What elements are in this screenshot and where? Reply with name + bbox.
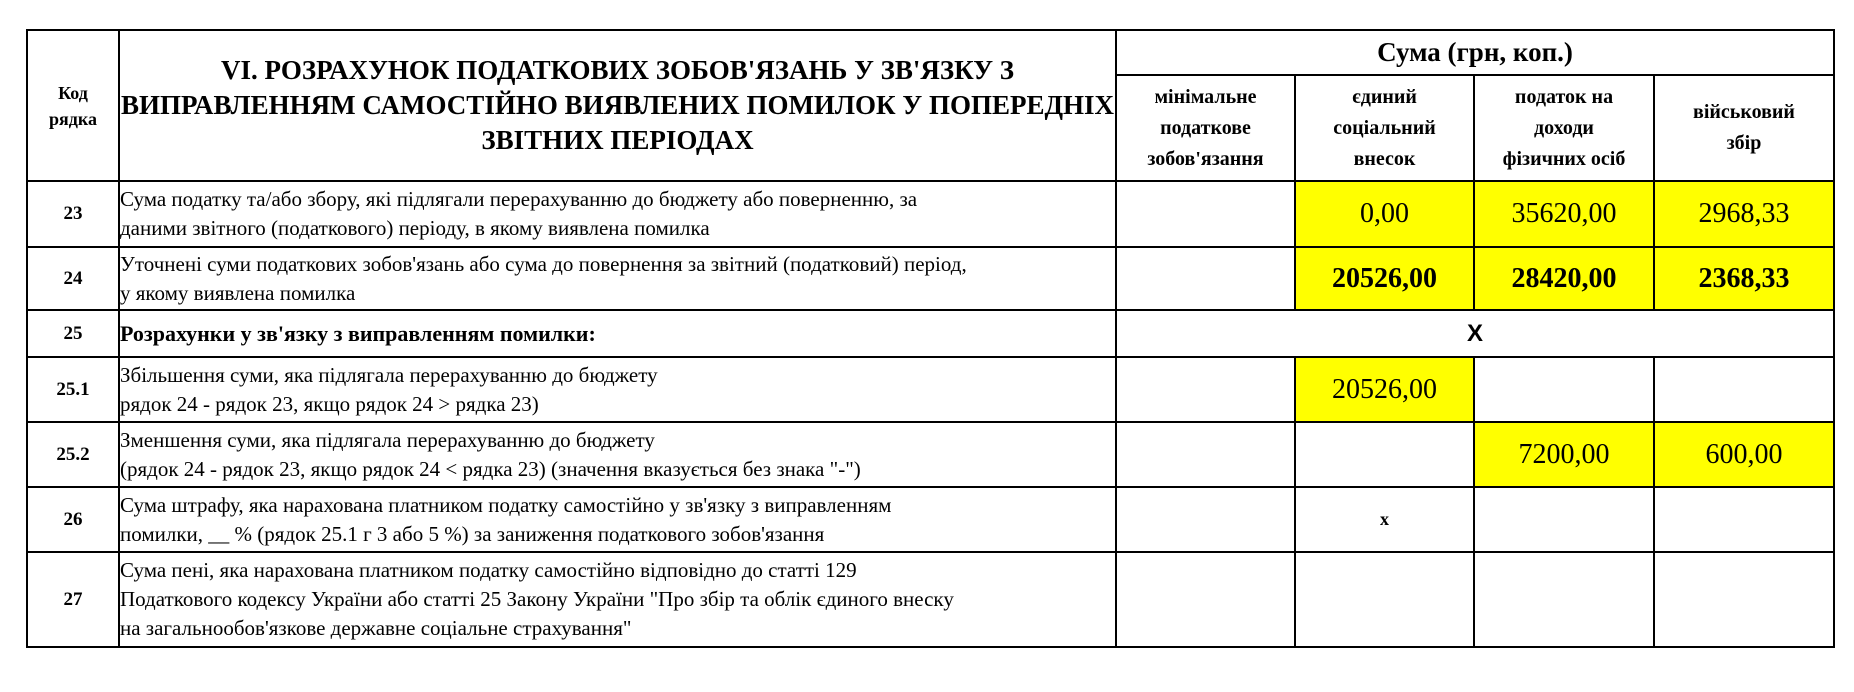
row-description: Розрахунки у зв'язку з виправленням помилки: (119, 310, 1116, 357)
column-header-min-tax (1116, 75, 1295, 181)
header-line: доходи (1534, 116, 1594, 139)
section-title: VI. РОЗРАХУНОК ПОДАТКОВИХ ЗОБОВ'ЯЗАНЬ У ЗВ'ЯЗКУ З ВИПРАВЛЕННЯМ САМОСТІЙНО ВИЯВЛЕНИХ ПОМИЛОК У ПОПЕРЕДНІХ ЗВІТНИХ ПЕРІОДАХ (119, 30, 1116, 181)
cell-min-tax[interactable] (1116, 357, 1295, 422)
cell-esv[interactable] (1295, 422, 1474, 487)
desc-line: Сума податку та/або збору, які підлягали перерахуванню до бюджету або поверненню, за (120, 187, 918, 211)
cell-esv[interactable] (1295, 552, 1474, 647)
desc-line: даними звітного (податкового) періоду, в якому виявлена помилка (120, 216, 710, 240)
cell-esv[interactable]: 0,00 (1295, 181, 1474, 247)
cell-min-tax[interactable] (1116, 422, 1295, 487)
cell-military[interactable]: 2968,33 (1654, 181, 1834, 247)
table-row (27, 487, 1834, 552)
table-row (27, 422, 1834, 487)
header-line: податкове (1160, 116, 1251, 139)
row-description (119, 422, 1116, 487)
row-code: 25 (27, 310, 119, 357)
cell-military[interactable] (1654, 357, 1834, 422)
cell-esv-not-applicable: x (1295, 487, 1474, 552)
row-code: 27 (27, 552, 119, 647)
row-description (119, 357, 1116, 422)
cell-pdfo[interactable] (1474, 357, 1654, 422)
column-header-esv (1295, 75, 1474, 181)
row-code: 25.1 (27, 357, 119, 422)
desc-line: (рядок 24 - рядок 23, якщо рядок 24 < рядка 23) (значення вказується без знака "-") (120, 456, 861, 481)
tax-correction-table (26, 29, 1835, 648)
row-description (119, 552, 1116, 647)
desc-line: помилки, __ % (рядок 25.1 г 3 або 5 %) за заниження податкового зобов'язання (120, 521, 825, 546)
desc-line: Сума штрафу, яка нарахована платником податку самостійно у зв'язку з виправленням (120, 492, 892, 517)
cell-military[interactable] (1654, 552, 1834, 647)
table-row (27, 552, 1834, 647)
cell-pdfo[interactable]: 7200,00 (1474, 422, 1654, 487)
row-code: 23 (27, 181, 119, 247)
header-line: податок на (1514, 85, 1614, 108)
cell-min-tax[interactable] (1116, 487, 1295, 552)
header-line: мінімальне (1154, 85, 1257, 108)
row-code-header-line1: Код (58, 82, 88, 103)
header-line: фізичних осіб (1502, 147, 1626, 170)
table-row (27, 247, 1834, 310)
header-line: зобов'язання (1147, 147, 1264, 170)
desc-line: рядок 24 - рядок 23, якщо рядок 24 > рядка 23) (120, 391, 539, 416)
desc-line: Збільшення суми, яка підлягала перерахуванню до бюджету (120, 362, 658, 387)
cell-pdfo[interactable]: 28420,00 (1474, 247, 1654, 310)
row-code-header (27, 30, 119, 181)
desc-line: Уточнені суми податкових зобов'язань або сума до повернення за звітний (податковий) період, (120, 251, 967, 276)
desc-line: у якому виявлена помилка (120, 280, 356, 305)
row-description (119, 181, 1116, 247)
column-header-pdfo (1474, 75, 1654, 181)
row-code: 26 (27, 487, 119, 552)
table-row (27, 181, 1834, 247)
cell-military[interactable]: 2368,33 (1654, 247, 1834, 310)
column-header-military (1654, 75, 1834, 181)
cell-military[interactable] (1654, 487, 1834, 552)
row-code-header-line2: рядка (49, 108, 97, 129)
row-description (119, 247, 1116, 310)
cell-pdfo[interactable] (1474, 552, 1654, 647)
cell-esv[interactable]: 20526,00 (1295, 357, 1474, 422)
cell-min-tax[interactable] (1116, 552, 1295, 647)
desc-line: Зменшення суми, яка підлягала перерахуванню до бюджету (120, 427, 655, 452)
row-code: 25.2 (27, 422, 119, 487)
cell-pdfo[interactable] (1474, 487, 1654, 552)
desc-line: на загальнообов'язкове державне соціальне страхування" (120, 616, 632, 640)
desc-line: Сума пені, яка нарахована платником податку самостійно відповідно до статті 129 (120, 558, 857, 582)
table-row (27, 310, 1834, 357)
header-line: внесок (1353, 147, 1416, 170)
cell-esv[interactable]: 20526,00 (1295, 247, 1474, 310)
header-line: єдиний (1352, 85, 1417, 108)
cell-min-tax[interactable] (1116, 181, 1295, 247)
table-row (27, 357, 1834, 422)
header-line: соціальний (1333, 116, 1436, 139)
desc-line: Податкового кодексу України або статті 25 Закону України "Про збір та облік єдиного внеску (120, 587, 954, 611)
not-applicable-mark: X (1116, 310, 1834, 357)
cell-military[interactable]: 600,00 (1654, 422, 1834, 487)
header-line: військовий (1693, 101, 1795, 123)
header-line: збір (1726, 132, 1762, 154)
cell-pdfo[interactable]: 35620,00 (1474, 181, 1654, 247)
cell-min-tax[interactable] (1116, 247, 1295, 310)
sum-header: Сума (грн, коп.) (1116, 30, 1834, 75)
row-description (119, 487, 1116, 552)
row-code: 24 (27, 247, 119, 310)
